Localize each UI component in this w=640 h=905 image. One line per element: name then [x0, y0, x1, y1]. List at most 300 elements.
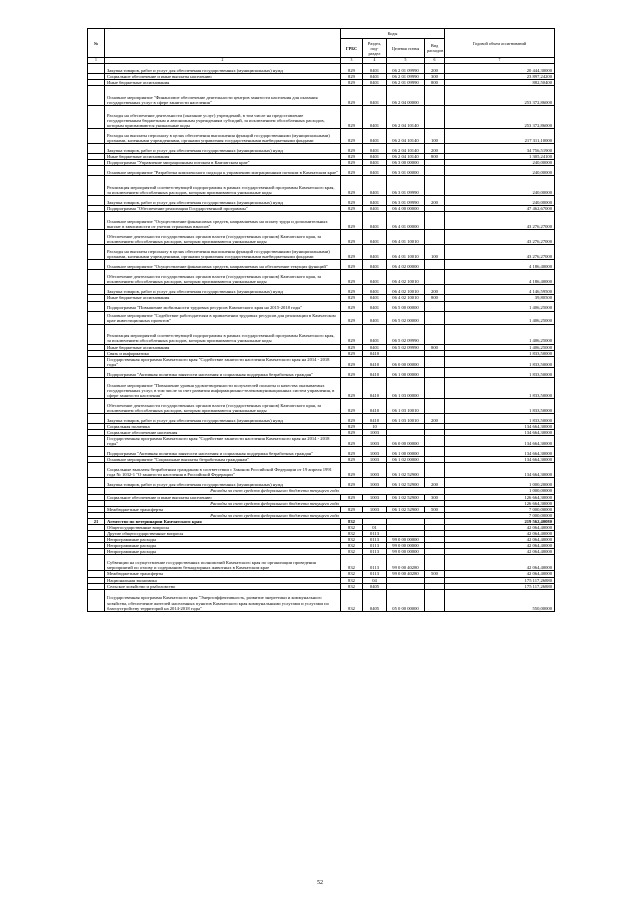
table-row — [88, 260, 555, 270]
section-cell: 1003 — [363, 478, 387, 488]
amount-cell: 1 833,50000 — [445, 350, 555, 356]
amount-cell: 217 311,10000 — [445, 129, 555, 144]
section-cell: 1003 — [363, 436, 387, 447]
grbs-cell: 832 — [341, 555, 363, 571]
section-cell: 0401 — [363, 74, 387, 80]
amount-cell: 126 664,30000 — [445, 500, 555, 506]
target-cell: 06 0 00 00000 — [387, 436, 425, 447]
grbs-cell: 829 — [341, 301, 363, 311]
grbs-cell: 829 — [341, 398, 363, 413]
item-name-cell: Подпрограмма "Управление миграционным потоком в Камчатском крае" — [105, 160, 341, 166]
item-name-cell: Основное мероприятие "Повышение уровня удовлетворенности получателей полноты и качества оказываемых государственных услуг, в том числе за счет развития информационно-телекоммуникационных систем управления, в сфере занятости населения" — [105, 377, 341, 398]
amount-cell: 253 372,86000 — [445, 106, 555, 129]
amount-cell: 34 756,51900 — [445, 144, 555, 154]
amount-cell: 550,00000 — [445, 589, 555, 611]
item-name-cell: Основное мероприятие "Содействие работодателям в привлечении трудовых ресурсов для реализации в Камчатском крае инвестиционных проектов" — [105, 311, 341, 324]
item-name-cell: Другие общегосударственные вопросы — [105, 531, 341, 537]
table-row — [88, 377, 555, 398]
target-cell: 06 4 00 00000 — [387, 206, 425, 212]
grbs-cell: 832 — [341, 524, 363, 530]
item-name-cell: Государственная программа Камчатского края "Содействие занятости населения Камчатского края на 2014 - 2018 годы" — [105, 436, 341, 447]
amount-cell: 134 664,30000 — [445, 423, 555, 429]
section-cell: 0410 — [363, 377, 387, 398]
table-row — [88, 129, 555, 144]
section-cell: 0405 — [363, 583, 387, 589]
section-cell: 0401 — [363, 166, 387, 176]
target-cell: 99 0 00 40280 — [387, 571, 425, 577]
target-cell: 06 5 02 09990 — [387, 324, 425, 344]
item-name-cell: Реализация мероприятий соответствующей подпрограммы в рамках государственной программы Камчатского края, за исключением обособленных расходов, которым присваиваются уникальные коды — [105, 176, 341, 196]
item-name-cell: Социальные выплаты безработным гражданам в соответствии с Законом Российской Федерации от 19 апреля 1991 года № 1032-1 "О занятости населения в Российской Федерации" — [105, 463, 341, 478]
section-cell: 1003 — [363, 506, 387, 512]
target-cell: 06 1 03 10010 — [387, 398, 425, 413]
item-name-cell: Подпрограмма "Обеспечение реализации Государственной программы" — [105, 206, 341, 212]
target-cell: 06 2 04 10140 — [387, 144, 425, 154]
item-name-cell: Обеспечение деятельности государственных органов власти (государственных органов) Камчатского края, за исключением обособленных расходов, которым присваиваются уникальные коды — [105, 230, 341, 245]
section-cell: 0401 — [363, 80, 387, 86]
target-cell: 06 2 04 10140 — [387, 154, 425, 160]
amount-cell: 253 372,86000 — [445, 86, 555, 106]
exp-type-cell — [425, 377, 445, 398]
row-number-cell — [88, 555, 105, 571]
item-name-cell: Иные бюджетные ассигнования — [105, 295, 341, 301]
row-number-cell — [88, 478, 105, 488]
item-name-cell: Государственная программа Камчатского края "Содействие занятости населения Камчатского края на 2014 - 2018 годы" — [105, 356, 341, 367]
row-number-cell — [88, 129, 105, 144]
row-number-cell — [88, 413, 105, 423]
table-row — [88, 166, 555, 176]
amount-cell: 23 897,24200 — [445, 74, 555, 80]
header-grbs: ГРБС — [341, 39, 363, 58]
grbs-cell: 829 — [341, 230, 363, 245]
exp-type-cell: 300 — [425, 74, 445, 80]
table-row — [88, 478, 555, 488]
section-cell: 0401 — [363, 311, 387, 324]
target-cell: 06 1 02 52900 — [387, 494, 425, 500]
grbs-cell: 829 — [341, 463, 363, 478]
grbs-cell: 829 — [341, 377, 363, 398]
exp-type-cell — [425, 166, 445, 176]
row-number-cell — [88, 285, 105, 295]
grbs-cell: 829 — [341, 144, 363, 154]
amount-cell: 42 064,40000 — [445, 543, 555, 549]
section-cell: 0401 — [363, 344, 387, 350]
grbs-cell: 832 — [341, 518, 363, 524]
item-name-cell: Иные бюджетные ассигнования — [105, 344, 341, 350]
amount-cell: 1 833,50000 — [445, 377, 555, 398]
section-cell: 1003 — [363, 430, 387, 436]
section-cell: 0401 — [363, 301, 387, 311]
row-number-cell — [88, 176, 105, 196]
grbs-cell: 829 — [341, 494, 363, 500]
section-cell: 0401 — [363, 176, 387, 196]
item-name-cell: Закупка товаров, работ и услуг для обеспечения государственных (муниципальных) нужд — [105, 144, 341, 154]
grbs-cell: 832 — [341, 589, 363, 611]
amount-cell: 42 064,40000 — [445, 537, 555, 543]
section-cell: 0401 — [363, 295, 387, 301]
exp-type-cell: 800 — [425, 154, 445, 160]
item-name-cell: Расходы на выплаты персоналу в целях обеспечения выполнения функций государственными (муниципальными) органами, казенными учреждениями, органами управления государственными внебюджетными фондами — [105, 245, 341, 260]
grbs-cell: 829 — [341, 356, 363, 367]
grbs-cell: 829 — [341, 129, 363, 144]
item-name-cell: Основное мероприятие "Осуществление финансовых средств, направляемых на обеспечение текущих функций" — [105, 260, 341, 270]
amount-cell: 1 305,24100 — [445, 154, 555, 160]
table-row — [88, 311, 555, 324]
grbs-cell: 829 — [341, 196, 363, 206]
grbs-cell: 829 — [341, 344, 363, 350]
grbs-cell: 829 — [341, 367, 363, 377]
exp-type-cell: 200 — [425, 478, 445, 488]
table-row — [88, 555, 555, 571]
section-cell: 0401 — [363, 212, 387, 230]
item-name-cell: Межбюджетные трансферты — [105, 506, 341, 512]
section-cell: 0401 — [363, 206, 387, 212]
target-cell: 06 2 01 09990 — [387, 80, 425, 86]
target-cell: 06 2 04 10140 — [387, 106, 425, 129]
section-cell: 0401 — [363, 324, 387, 344]
item-name-cell: Иные бюджетные ассигнования — [105, 154, 341, 160]
table-row — [88, 301, 555, 311]
item-name-cell: Государственная программа Камчатского края "Энергоэффективность, развитие энергетики и коммунального хозяйства, обеспечение жителей населенных пунктов Камчатского края коммунальными услугами и услугами по благоустройству территорий на 2014-2018 годы" — [105, 589, 341, 611]
item-name-cell: Социальное обеспечение и иные выплаты населению — [105, 74, 341, 80]
column-index: 5 — [387, 58, 425, 64]
section-cell: 0113 — [363, 531, 387, 537]
amount-cell: 175 117,26880 — [445, 583, 555, 589]
table-row — [88, 447, 555, 457]
amount-cell: 4 186,40000 — [445, 270, 555, 285]
amount-cell: 1 406,25000 — [445, 311, 555, 324]
amount-cell: 20 444,30000 — [445, 64, 555, 74]
grbs-cell: 829 — [341, 80, 363, 86]
column-index: 6 — [425, 58, 445, 64]
item-name-cell: Основное мероприятие "Осуществление финансовых средств, направляемых на оплату труда и дополнительных выплат в зависимости от учетом страховых взносов" — [105, 212, 341, 230]
exp-type-cell — [425, 447, 445, 457]
section-cell: 0410 — [363, 367, 387, 377]
column-index: 4 — [363, 58, 387, 64]
amount-cell: 42 064,40000 — [445, 524, 555, 530]
amount-cell: 43 276,27000 — [445, 212, 555, 230]
item-name-cell: Обеспечение деятельности государственных органов власти (государственных органов) Камчатского края, за исключением обособленных расходов, которым присваиваются уникальные коды — [105, 398, 341, 413]
exp-type-cell — [425, 463, 445, 478]
grbs-cell: 829 — [341, 478, 363, 488]
amount-cell: 240,00000 — [445, 196, 555, 206]
amount-cell: 175 117,26880 — [445, 577, 555, 583]
exp-type-cell — [425, 589, 445, 611]
row-number-cell — [88, 64, 105, 74]
target-cell: 06 2 01 09990 — [387, 74, 425, 80]
row-number-cell — [88, 447, 105, 457]
table-row — [88, 367, 555, 377]
table-row — [88, 324, 555, 344]
item-name-cell: Реализация мероприятий соответствующей подпрограммы в рамках государственной программы Камчатского края, за исключением обособленных расходов, которым присваиваются уникальные коды — [105, 324, 341, 344]
grbs-cell: 829 — [341, 430, 363, 436]
section-cell: 0405 — [363, 589, 387, 611]
target-cell: 06 5 00 00000 — [387, 301, 425, 311]
item-name-cell: Непрограммные расходы — [105, 549, 341, 555]
item-name-cell: Межбюджетные трансферты — [105, 571, 341, 577]
grbs-cell: 832 — [341, 531, 363, 537]
item-name-cell: Подпрограмма "Повышение мобильности трудовых ресурсов Камчатского края на 2015-2018 годы" — [105, 301, 341, 311]
grbs-cell: 832 — [341, 549, 363, 555]
grbs-cell: 829 — [341, 176, 363, 196]
exp-type-cell — [425, 270, 445, 285]
grbs-cell: 829 — [341, 160, 363, 166]
section-cell: 0410 — [363, 350, 387, 356]
section-cell: 0401 — [363, 64, 387, 74]
amount-cell: 43 276,27000 — [445, 245, 555, 260]
item-name-cell: Иные бюджетные ассигнования — [105, 80, 341, 86]
table-row — [88, 230, 555, 245]
grbs-cell: 829 — [341, 506, 363, 512]
amount-cell: 134 664,30000 — [445, 430, 555, 436]
target-cell: 06 2 01 09990 — [387, 64, 425, 74]
target-cell: 06 1 03 00000 — [387, 377, 425, 398]
header-target: Целевая статья — [387, 39, 425, 58]
row-number-cell — [88, 270, 105, 285]
section-cell: 0401 — [363, 144, 387, 154]
table-row — [88, 176, 555, 196]
item-name-cell: Социальное обеспечение населения — [105, 430, 341, 436]
exp-type-cell — [425, 436, 445, 447]
row-number-cell — [88, 166, 105, 176]
table-row — [88, 64, 555, 74]
amount-cell: 134 664,30000 — [445, 463, 555, 478]
item-name-cell: Закупка товаров, работ и услуг для обеспечения государственных (муниципальных) нужд — [105, 478, 341, 488]
target-cell: 06 1 02 52900 — [387, 478, 425, 488]
amount-cell: 1 406,25000 — [445, 324, 555, 344]
grbs-cell: 829 — [341, 64, 363, 74]
grbs-cell: 829 — [341, 457, 363, 463]
target-cell: 06 2 04 00000 — [387, 86, 425, 106]
section-cell: 0410 — [363, 413, 387, 423]
grbs-cell: 829 — [341, 311, 363, 324]
item-name-cell: Расходы на выплаты персоналу в целях обеспечения выполнения функций государственными (муниципальными) органами, казенными учреждениями, органами управления государственными внебюджетными фондами — [105, 129, 341, 144]
row-number-cell — [88, 86, 105, 106]
row-number-cell — [88, 589, 105, 611]
amount-cell: 240,00000 — [445, 176, 555, 196]
exp-type-cell: 200 — [425, 64, 445, 74]
amount-cell: 240,00000 — [445, 166, 555, 176]
target-cell: 06 1 03 10010 — [387, 413, 425, 423]
section-cell: 0113 — [363, 571, 387, 577]
item-name-cell: Сельское хозяйство и рыболовство — [105, 583, 341, 589]
item-name-cell: Непрограммные расходы — [105, 543, 341, 549]
table-body — [88, 64, 555, 612]
section-cell: 0401 — [363, 129, 387, 144]
exp-type-cell — [425, 301, 445, 311]
amount-cell: 1 833,50000 — [445, 398, 555, 413]
amount-cell: 134 664,30000 — [445, 447, 555, 457]
row-number-cell — [88, 260, 105, 270]
item-name-cell: Общегосударственные вопросы — [105, 524, 341, 530]
row-number-cell: 21 — [88, 518, 105, 524]
header-exp-type: Вид расходов — [425, 39, 445, 58]
item-name-cell: Связь и информатика — [105, 350, 341, 356]
item-name-cell: Закупка товаров, работ и услуг для обеспечения государственных (муниципальных) нужд — [105, 64, 341, 74]
row-number-cell — [88, 311, 105, 324]
table-row — [88, 285, 555, 295]
section-cell: 1003 — [363, 447, 387, 457]
amount-cell: 1 833,50000 — [445, 413, 555, 423]
grbs-cell: 829 — [341, 245, 363, 260]
grbs-cell: 829 — [341, 423, 363, 429]
exp-type-cell: 500 — [425, 506, 445, 512]
grbs-cell: 832 — [341, 543, 363, 549]
header-row-1 — [88, 29, 555, 39]
target-cell: 06 4 01 00000 — [387, 212, 425, 230]
item-name-cell: Национальная экономика — [105, 577, 341, 583]
amount-cell: 4 146,59500 — [445, 285, 555, 295]
page-number: 52 — [317, 880, 323, 886]
exp-type-cell — [425, 176, 445, 196]
table-row — [88, 463, 555, 478]
table-row — [88, 270, 555, 285]
column-index: 3 — [341, 58, 363, 64]
target-cell: 06 3 00 00000 — [387, 160, 425, 166]
amount-cell: 42 064,40000 — [445, 531, 555, 537]
amount-cell: 1 406,25000 — [445, 301, 555, 311]
grbs-cell: 832 — [341, 537, 363, 543]
item-name-cell: Закупка товаров, работ и услуг для обеспечения государственных (муниципальных) нужд — [105, 413, 341, 423]
target-cell: 06 3 01 09990 — [387, 176, 425, 196]
exp-type-cell: 200 — [425, 144, 445, 154]
amount-cell: 126 664,30000 — [445, 494, 555, 500]
exp-type-cell — [425, 367, 445, 377]
section-cell: 0401 — [363, 154, 387, 160]
target-cell: 06 1 02 52900 — [387, 506, 425, 512]
exp-type-cell — [425, 356, 445, 367]
section-cell: 01 — [363, 524, 387, 530]
table-row — [88, 356, 555, 367]
section-cell: 0113 — [363, 555, 387, 571]
row-number-cell — [88, 212, 105, 230]
exp-type-cell — [425, 555, 445, 571]
row-number-cell — [88, 377, 105, 398]
item-name-cell: Основное мероприятие "Финансовое обеспечение деятельности центров занятости населения для оказания государственных услуг в сфере занятости населения" — [105, 86, 341, 106]
exp-type-cell: 500 — [425, 571, 445, 577]
amount-cell: 134 664,30000 — [445, 457, 555, 463]
section-cell: 0410 — [363, 398, 387, 413]
header-section: Раздел, под-раздел — [363, 39, 387, 58]
amount-cell: 42 064,40000 — [445, 555, 555, 571]
table-row — [88, 106, 555, 129]
grbs-cell: 829 — [341, 166, 363, 176]
exp-type-cell: 100 — [425, 245, 445, 260]
item-name-cell: Субвенции на осуществление государственных полномочий Камчатского края по организации проведения мероприятий по отлову и содержанию безнадзорных животных в Камчатском крае — [105, 555, 341, 571]
section-cell: 0113 — [363, 537, 387, 543]
exp-type-cell: 100 — [425, 129, 445, 144]
amount-cell: 43 276,27000 — [445, 230, 555, 245]
item-name-cell: Обеспечение деятельности государственных органов власти (государственных органов) Камчатского края, за исключением обособленных расходов, которым присваиваются уникальные коды — [105, 270, 341, 285]
exp-type-cell — [425, 86, 445, 106]
row-number-cell — [88, 463, 105, 478]
table-row — [88, 589, 555, 611]
grbs-cell: 829 — [341, 270, 363, 285]
target-cell: 06 1 00 00000 — [387, 367, 425, 377]
grbs-cell: 829 — [341, 285, 363, 295]
section-cell: 0401 — [363, 260, 387, 270]
row-number-cell — [88, 324, 105, 344]
amount-cell: 1 000,20000 — [445, 478, 555, 488]
note-text: Расходы за счет средств федерального бюджета текущего года — [105, 488, 445, 494]
amount-cell: 134 664,30000 — [445, 436, 555, 447]
grbs-cell: 829 — [341, 212, 363, 230]
target-cell: 06 1 02 00000 — [387, 457, 425, 463]
target-cell: 06 4 02 00000 — [387, 260, 425, 270]
grbs-cell: 829 — [341, 106, 363, 129]
note-text: Расходы за счет средств федерального бюджета текущего года — [105, 512, 445, 518]
amount-cell: 882,50400 — [445, 80, 555, 86]
target-cell: 06 5 02 09990 — [387, 344, 425, 350]
grbs-cell: 829 — [341, 86, 363, 106]
target-cell: 06 1 00 00000 — [387, 447, 425, 457]
table-row — [88, 212, 555, 230]
row-number-cell — [88, 301, 105, 311]
row-number-cell — [88, 230, 105, 245]
section-cell: 0113 — [363, 543, 387, 549]
amount-cell: 4 186,40000 — [445, 260, 555, 270]
target-cell: 99 0 00 00000 — [387, 537, 425, 543]
budget-table — [87, 28, 555, 612]
table-row — [88, 245, 555, 260]
row-number-cell — [88, 436, 105, 447]
target-cell: 06 4 02 10010 — [387, 285, 425, 295]
exp-type-cell — [425, 106, 445, 129]
grbs-cell: 832 — [341, 571, 363, 577]
grbs-cell: 829 — [341, 74, 363, 80]
exp-type-cell: 200 — [425, 196, 445, 206]
item-name-cell: Закупка товаров, работ и услуг для обеспечения государственных (муниципальных) нужд — [105, 196, 341, 206]
amount-cell: 39,80500 — [445, 295, 555, 301]
grbs-cell: 832 — [341, 583, 363, 589]
amount-cell: 42 064,40000 — [445, 549, 555, 555]
section-cell: 1003 — [363, 457, 387, 463]
row-number-cell — [88, 144, 105, 154]
amount-cell: 1 833,50000 — [445, 367, 555, 377]
exp-type-cell — [425, 212, 445, 230]
grbs-cell: 829 — [341, 413, 363, 423]
item-name-cell: Социальное обеспечение и иные выплаты населению — [105, 494, 341, 500]
target-cell: 06 4 02 10010 — [387, 270, 425, 285]
item-name-cell: Подпрограмма "Активная политика занятости населения и социальная поддержка безработных граждан" — [105, 367, 341, 377]
grbs-cell: 829 — [341, 324, 363, 344]
exp-type-cell: 800 — [425, 80, 445, 86]
header-annual: Годовой объем ассигнований — [445, 29, 555, 58]
exp-type-cell: 800 — [425, 344, 445, 350]
row-number-cell — [88, 356, 105, 367]
target-cell: 06 3 01 09990 — [387, 196, 425, 206]
table-row — [88, 436, 555, 447]
amount-cell: 7 000,00000 — [445, 506, 555, 512]
item-name-cell: Подпрограмма "Активная политика занятости населения и социальная поддержка безработных граждан" — [105, 447, 341, 457]
item-name-cell: Основное мероприятие "Разработка комплексного подхода к управлению миграционным потоком в Камчатском крае" — [105, 166, 341, 176]
section-cell: 0401 — [363, 245, 387, 260]
section-cell: 0401 — [363, 196, 387, 206]
row-number-cell — [88, 398, 105, 413]
grbs-cell: 829 — [341, 447, 363, 457]
section-cell: 04 — [363, 577, 387, 583]
note-text: Расходы за счет средств федерального бюджета текущего года — [105, 500, 445, 506]
section-cell: 0113 — [363, 549, 387, 555]
grbs-cell: 829 — [341, 350, 363, 356]
target-cell: 06 4 02 10010 — [387, 295, 425, 301]
amount-cell: 7 000,00000 — [445, 512, 555, 518]
exp-type-cell — [425, 398, 445, 413]
amount-cell: 1 406,25000 — [445, 344, 555, 350]
amount-cell: 1 000,00000 — [445, 488, 555, 494]
item-name-cell: Социальная политика — [105, 423, 341, 429]
table-row — [88, 196, 555, 206]
